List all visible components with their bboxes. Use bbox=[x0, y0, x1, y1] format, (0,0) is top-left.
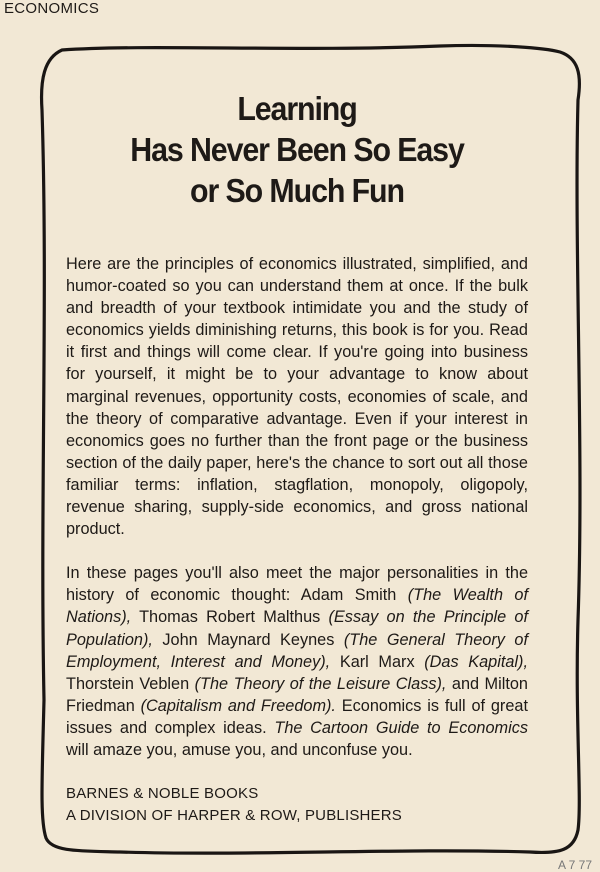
book-title: The Cartoon Guide to Economics bbox=[274, 718, 528, 737]
headline-line: Learning bbox=[237, 90, 357, 127]
category-label: ECONOMICS bbox=[4, 0, 100, 17]
cover-content bbox=[66, 88, 528, 827]
publisher-line: A DIVISION OF HARPER & ROW, PUBLISHERS bbox=[66, 807, 403, 825]
book-title: (The General Theory of Employment, Interest and Money), bbox=[66, 630, 528, 671]
headline-line: Has Never Been So Easy bbox=[130, 131, 464, 168]
book-title: (Essay on the Principle of Population), bbox=[66, 608, 528, 649]
text-run: will amaze you, amuse you, and unconfuse you. bbox=[66, 740, 413, 759]
text-run: and Milton Friedman bbox=[66, 674, 528, 715]
text-run: John Maynard Keynes bbox=[152, 630, 344, 649]
text-run: Economics is full of great issues and complex ideas. bbox=[66, 696, 528, 737]
text-run: Here are the principles of economics illustrated, simplified, and humor-coated so you can understand them at once. If the bulk and breadth of your textbook intimidate you and the study of economics yields diminishing returns, this book is for you. Read it first and things will come clear. If you're going into business for yourself, it might be to your advantage to know about marginal revenues, opportunity costs, economies of scale, and the theory of comparative advantage. Even if your interest in economics goes no further than the front page or the business section of the daily paper, here's the chance to sort out all those familiar terms: inflation, stagflation, monopoly, oligopoly, revenue sharing, supply-side economics, and gross national product. bbox=[66, 255, 528, 539]
paragraph bbox=[66, 562, 528, 761]
corner-code: A 7 77 bbox=[557, 858, 592, 872]
book-title: (Capitalism and Freedom). bbox=[140, 696, 336, 715]
publisher-line: BARNES & NOBLE BOOKS bbox=[66, 785, 259, 803]
book-title: (Das Kapital), bbox=[424, 652, 528, 671]
publisher-imprint bbox=[66, 783, 528, 827]
book-title: (The Theory of the Leisure Class), bbox=[194, 674, 447, 693]
text-run: Thorstein Veblen bbox=[66, 674, 195, 693]
text-run: Karl Marx bbox=[330, 652, 425, 671]
headline-line: or So Much Fun bbox=[190, 172, 404, 209]
text-run: Thomas Robert Malthus bbox=[131, 608, 329, 627]
headline bbox=[84, 88, 509, 211]
blurb bbox=[66, 253, 528, 761]
paragraph bbox=[66, 253, 528, 540]
text-run: In these pages you'll also meet the major personalities in the history of economic thought: Adam Smith bbox=[66, 564, 528, 605]
book-title: (The Wealth of Nations), bbox=[66, 586, 528, 627]
